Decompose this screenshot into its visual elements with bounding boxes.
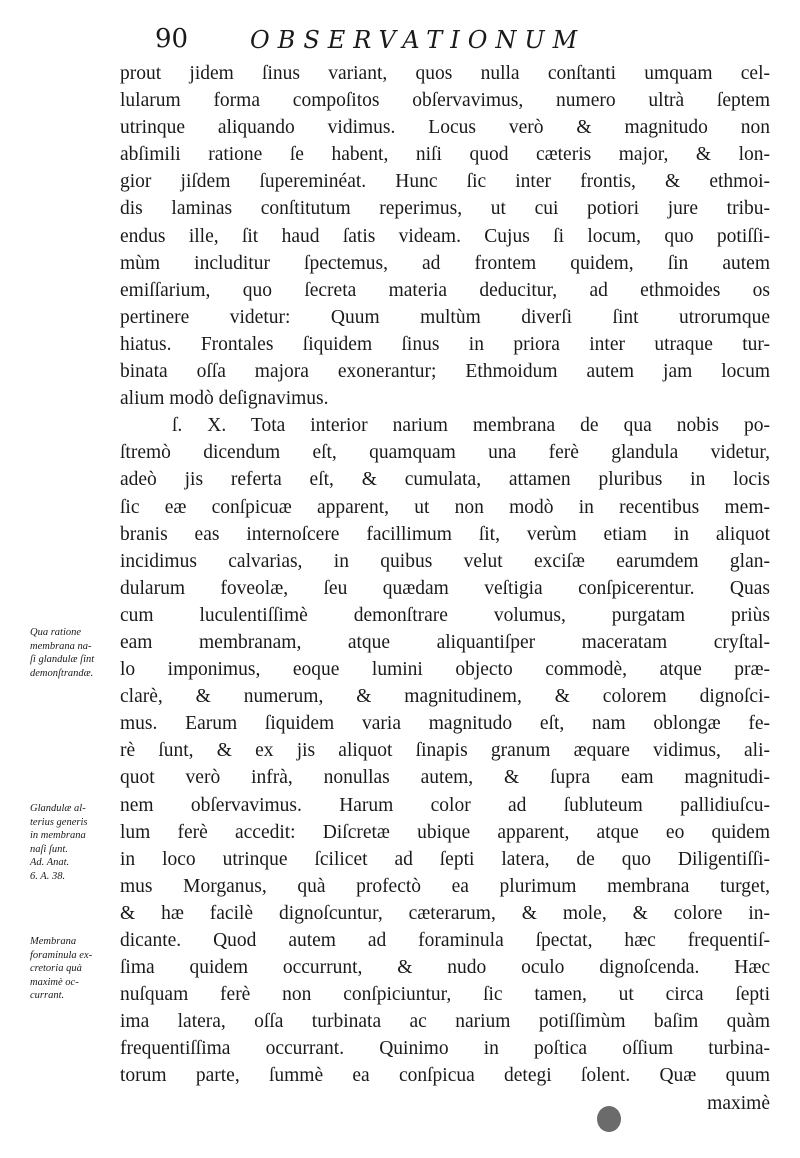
margin-note-line: Membrana	[30, 936, 77, 947]
section-heading-line: ſ. X. Tota interior narium membrana de qua nobis po-	[172, 415, 770, 437]
text-line: emiſſarium, quo ſecreta materia deducitur, ad ethmoides os	[120, 279, 770, 301]
text-line: ima latera, oſſa turbinata ac narium potiſſimùm baſim quàm	[120, 1011, 770, 1033]
text-line: lularum forma compoſitos obſervavimus, numero ultrà ſeptem	[120, 90, 770, 112]
text-line: abſimili ratione ſe habent, niſi quod cæteris major, & lon-	[120, 144, 770, 166]
text-line: prout jidem ſinus variant, quos nulla conſtanti umquam cel-	[120, 63, 770, 84]
margin-note-line: Ad. Anat.	[30, 857, 70, 868]
text-line: gior jiſdem ſupereminéat. Hunc ſic inter frontis, & ethmoi-	[120, 171, 770, 193]
margin-note-line: Qua ratione	[30, 627, 82, 638]
text-line: cum luculentiſſimè demonſtrare volumus, purgatam priùs	[120, 604, 770, 626]
margin-note-line: Glandulæ al-	[30, 803, 86, 814]
text-line: binata oſſa majora exonerantur; Ethmoidum autem jam locum	[120, 361, 770, 383]
margin-note	[30, 935, 122, 1003]
text-line: & hæ facilè dignoſcuntur, cæterarum, & mole, & colore in-	[120, 902, 770, 924]
text-line: ſima quidem occurrunt, & nudo oculo dignoſcenda. Hæc	[120, 957, 770, 979]
text-line: endus ille, ſit haud ſatis videam. Cujus ſi locum, quo potiſſi-	[120, 225, 770, 247]
margin-note-line: currant.	[30, 990, 65, 1001]
text-line: adeò jis referta eſt, & cumulata, attamen pluribus in locis	[120, 469, 770, 491]
margin-note-line: in membrana	[30, 830, 86, 841]
margin-note-line: membrana na-	[30, 640, 92, 652]
text-line: branis eas internoſcere facillimum ſit, verùm etiam in aliquot	[120, 523, 770, 545]
margin-note-line: 6. A. 38.	[30, 870, 66, 882]
catchword: maximè	[707, 1092, 770, 1114]
text-line: incidimus calvarias, in quibus velut exciſæ earumdem glan-	[120, 550, 770, 572]
text-line: mus. Earum ſiquidem varia magnitudo eſt, nam oblongæ fe-	[120, 713, 770, 735]
margin-note-line: ſi glandulæ ſint	[30, 654, 95, 665]
text-line: torum parte, ſummè ea conſpicua detegi ſolent. Quæ quum	[120, 1065, 770, 1087]
text-line: ſtremò dicendum eſt, quamquam una ferè glandula videtur,	[120, 442, 770, 464]
text-line: mùm includitur ſpectemus, ad frontem quidem, ſin autem	[120, 252, 770, 274]
text-line: clarè, & numerum, & magnitudinem, & colorem dignoſci-	[120, 686, 770, 708]
text-line: utrinque aliquando vidimus. Locus verò & magnitudo non	[120, 117, 770, 139]
text-line: lum ferè accedit: Diſcretæ ubique apparent, atque eo quidem	[120, 821, 770, 843]
margin-note-line: maximè oc-	[30, 976, 79, 988]
text-line: alium modò deſignavimus.	[120, 388, 329, 410]
margin-note	[30, 802, 122, 883]
margin-note-line: demonſtrandæ.	[30, 667, 94, 679]
text-line: dis laminas conſtitutum reperimus, ut cui potiori jure tribu-	[120, 198, 770, 220]
running-title: OBSERVATIONUM	[250, 26, 586, 54]
text-line: rè ſunt, & ex jis aliquot ſinapis granum æquare vidimus, ali-	[120, 740, 770, 762]
margin-note-line: cretoria quà	[30, 963, 82, 974]
main-text-block	[120, 60, 770, 1117]
text-line: frequentiſſima occurrant. Quinimo in poſtica oſſium turbina-	[120, 1038, 770, 1060]
margin-note	[30, 626, 122, 680]
text-line: in loco utrinque ſcilicet ad ſepti latera, de quo Diligentiſſi-	[120, 848, 770, 870]
text-line: quot verò infrà, nonullas autem, & ſupra eam magnitudi-	[120, 767, 770, 789]
text-line: nem obſervavimus. Harum color ad ſubluteum pallidiuſcu-	[120, 794, 770, 816]
text-line: lo imponimus, eoque lumini objecto commodè, atque præ-	[120, 659, 770, 681]
text-line: nuſquam ferè non conſpiciuntur, ſic tamen, ut circa ſepti	[120, 984, 770, 1006]
page-number: 90	[155, 24, 189, 54]
margin-note-line: foraminula ex-	[30, 949, 93, 961]
text-line: eam membranam, atque aliquantiſper maceratam cryſtal-	[120, 631, 770, 653]
page-header	[155, 24, 775, 58]
ink-blot	[597, 1106, 621, 1132]
text-line: dicante. Quod autem ad foraminula ſpectat, hæc frequentiſ-	[120, 930, 770, 951]
text-line: pertinere videtur: Quum multùm diverſi ſint utrorumque	[120, 306, 770, 328]
text-line: dularum foveolæ, ſeu quædam veſtigia conſpicerentur. Quas	[120, 577, 770, 599]
margin-note-line: terius generis	[30, 816, 88, 828]
margin-note-line: naſi ſunt.	[30, 843, 68, 855]
text-line: hiatus. Frontales ſiquidem ſinus in priora inter utraque tur-	[120, 333, 770, 355]
text-line: ſic eæ conſpicuæ apparent, ut non modò in recentibus mem-	[120, 496, 770, 518]
text-line: mus Morganus, quà profectò ea plurimum membrana turget,	[120, 875, 770, 897]
